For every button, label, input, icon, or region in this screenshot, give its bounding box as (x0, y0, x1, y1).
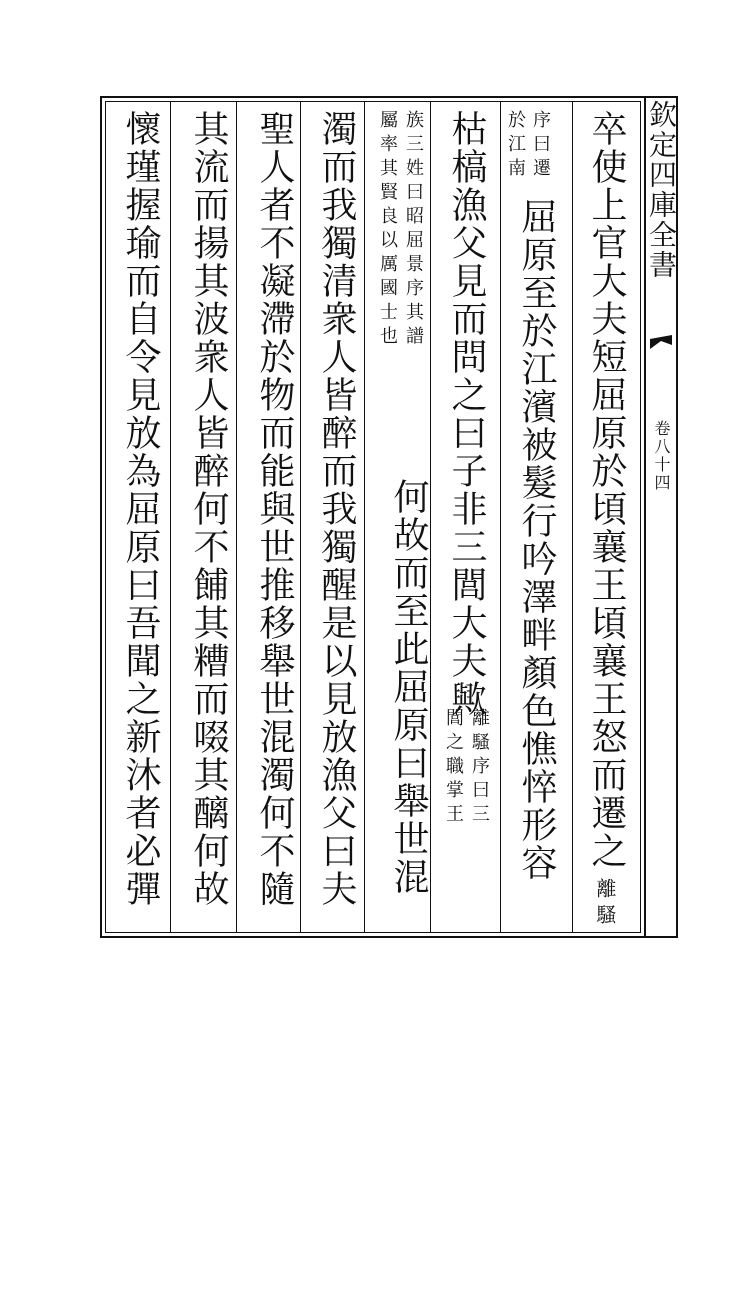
text-column-5: 濁而我獨清衆人皆醉而我獨醒是以見放漁父曰夫 (316, 110, 357, 908)
annotation-column-2b: 於江南 (505, 110, 526, 182)
text-column-1: 卒使上官大夫短屈原於頃襄王頃襄王怒而遷之 (586, 110, 627, 870)
annotation-column-4b: 屬率其賢良以厲國士也 (377, 110, 398, 350)
text-column-6: 聖人者不凝滯於物而能與世推移舉世混濁何不隨 (254, 110, 295, 908)
text-column-7: 其流而揚其波衆人皆醉何不餔其糟而啜其醨何故 (188, 110, 229, 908)
column-divider (500, 101, 501, 933)
column-divider (300, 101, 301, 933)
column-divider (572, 101, 573, 933)
annotation-column-4a: 族三姓曰昭屈景序其譜 (403, 110, 424, 350)
annotation-column-3b: 閭之職掌王 (443, 708, 464, 828)
annotation-column-3a: 離騷序曰三 (469, 708, 490, 828)
juan-label: 卷八十四 (652, 420, 671, 492)
column-divider (170, 101, 171, 933)
text-column-4: 何故而至此屈原曰舉世混 (388, 478, 429, 896)
annotation-column-2a: 序曰遷 (530, 110, 551, 182)
text-column-2: 屈原至於江濱被髮行吟澤畔顏色憔悴形容 (516, 198, 557, 882)
fish-tail-mark-icon (650, 335, 672, 357)
annotation-column-1: 離騷 (593, 878, 617, 930)
text-column-3: 枯槁漁父見而問之曰子非三閭大夫歟 (446, 110, 487, 718)
column-divider (364, 101, 365, 933)
column-divider (236, 101, 237, 933)
text-column-8: 懷瑾握瑜而自令見放為屈原曰吾聞之新沐者必彈 (120, 110, 161, 908)
book-title: 欽定四庫全書 (645, 100, 678, 280)
page-frame (100, 96, 646, 938)
